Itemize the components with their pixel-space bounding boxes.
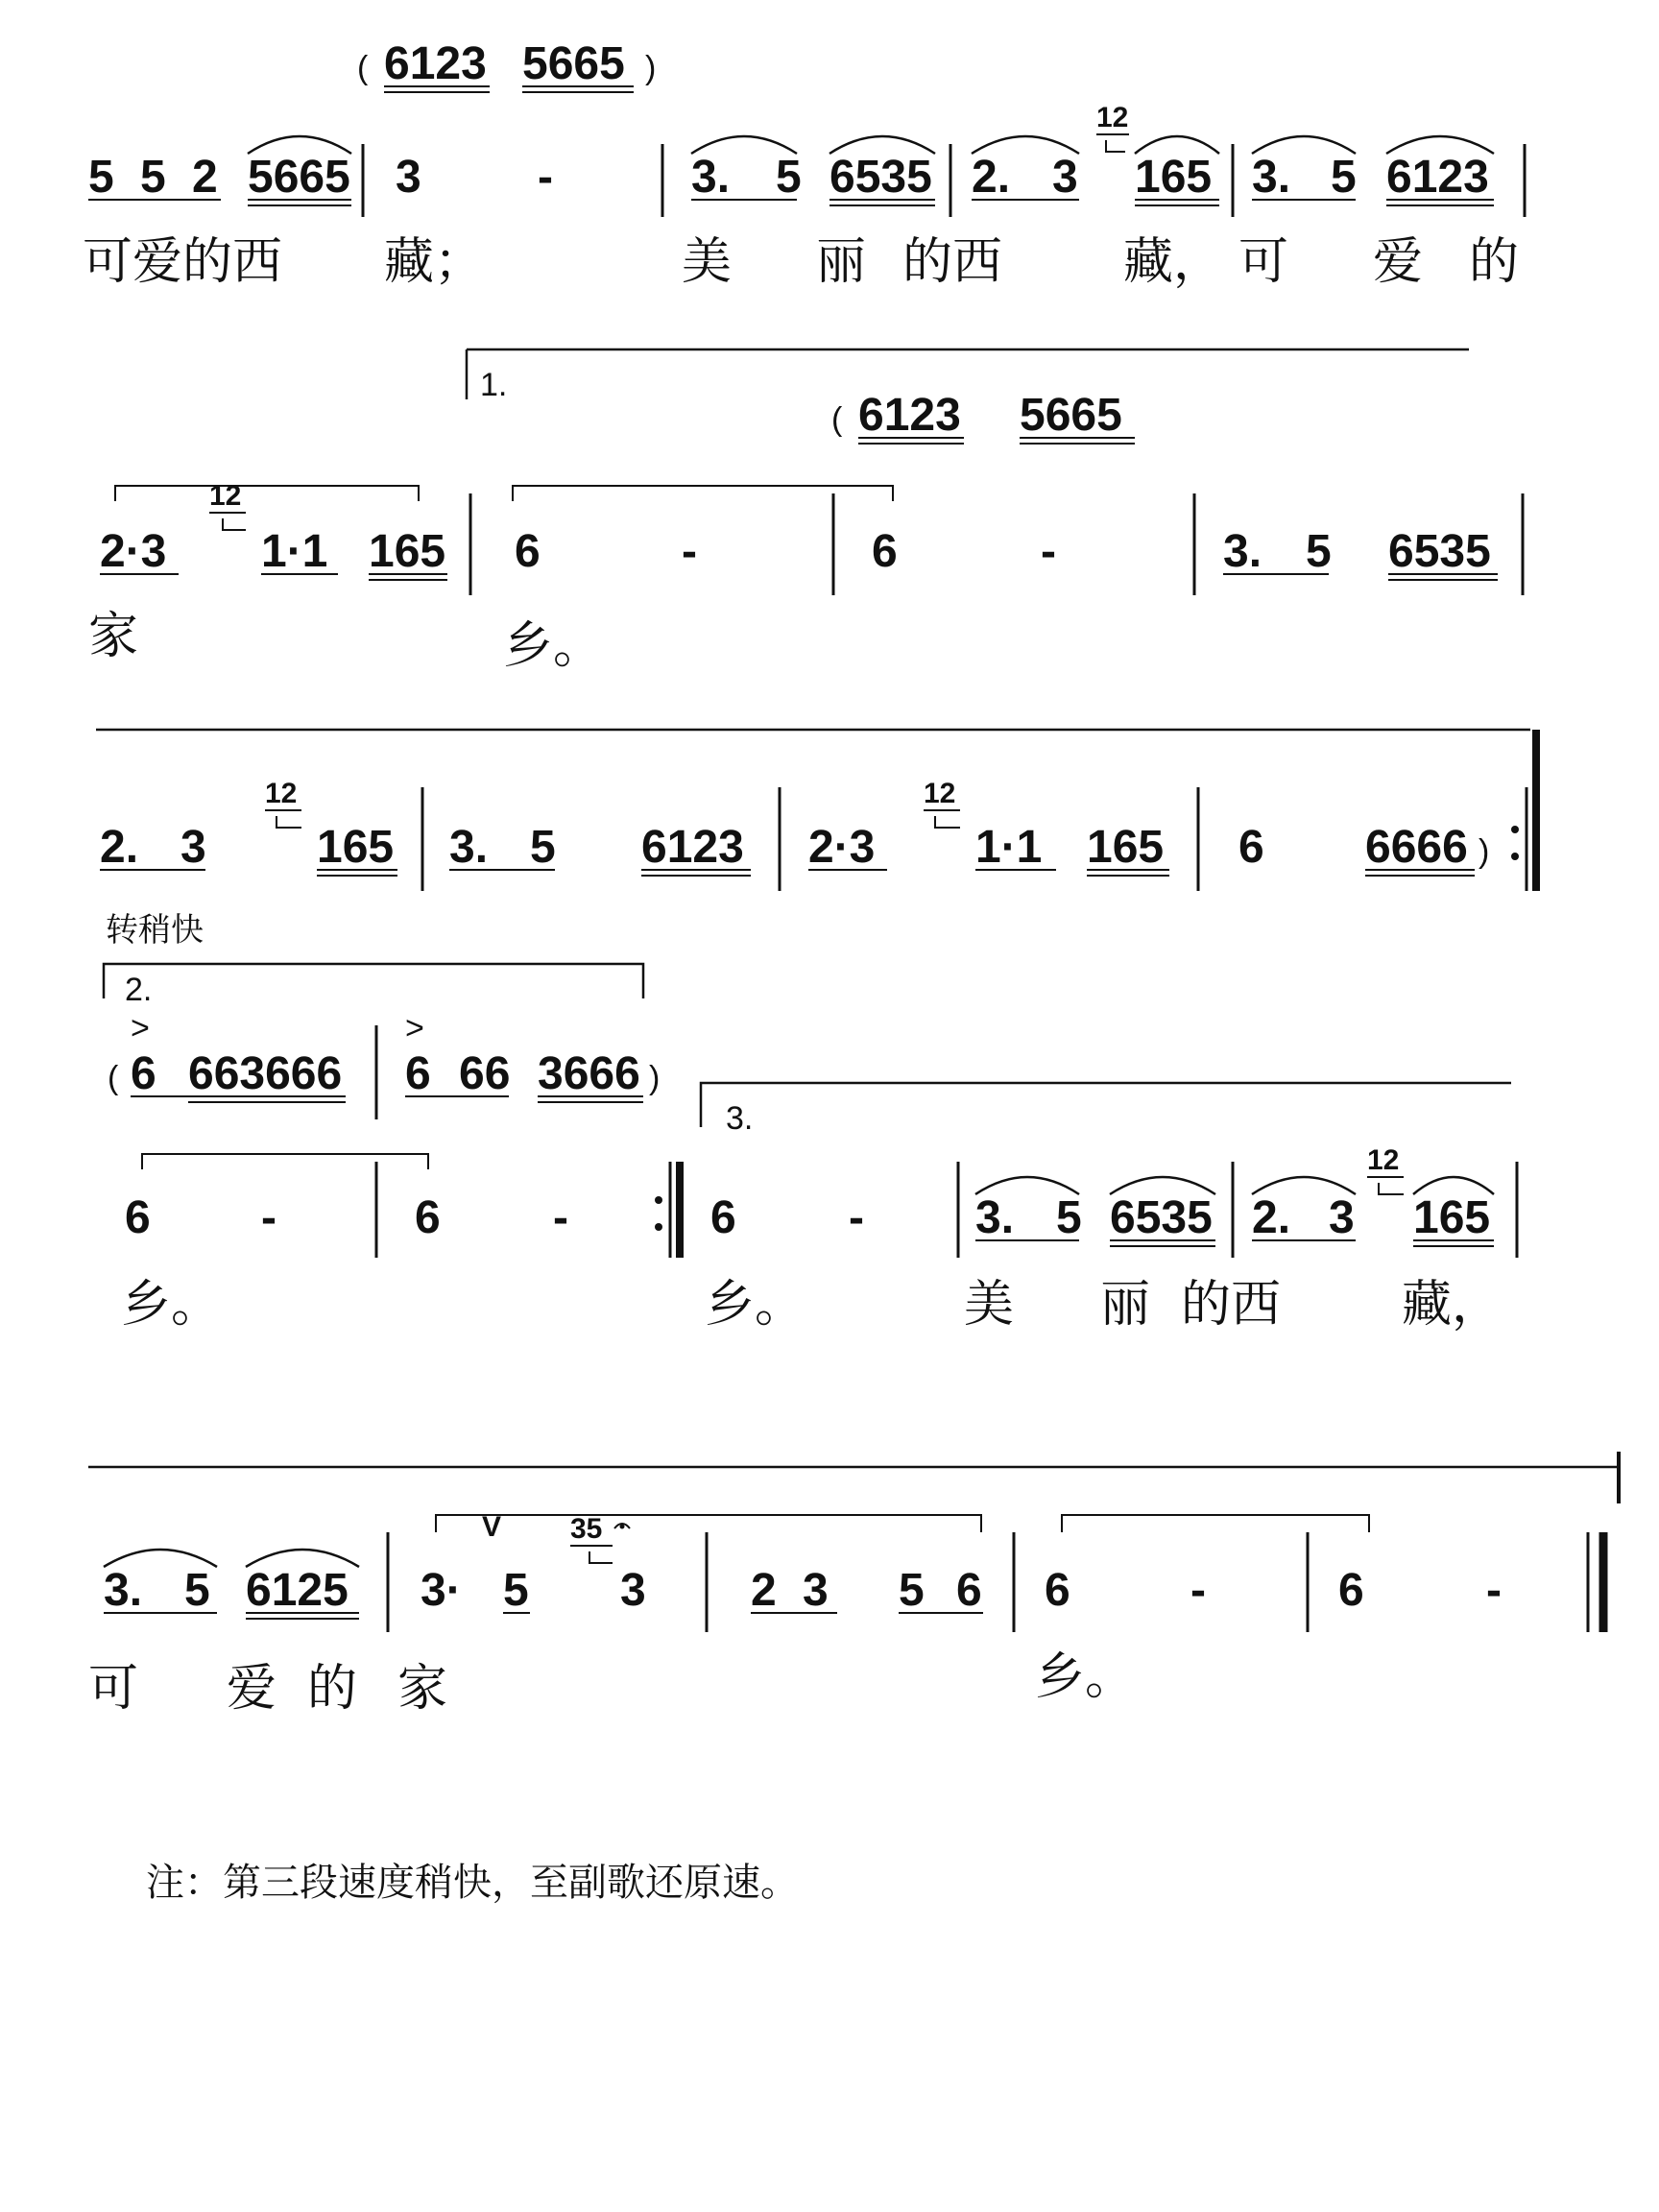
- dash: -: [682, 526, 697, 577]
- note: 165: [369, 526, 446, 577]
- note: 6535: [1388, 526, 1491, 577]
- volta-line: [104, 964, 643, 998]
- note: 165: [1413, 1192, 1491, 1243]
- repeat-dot: [655, 1223, 662, 1231]
- grace-hook: [1379, 1183, 1404, 1194]
- accent-mark: >: [131, 1010, 150, 1046]
- note: 3: [803, 1565, 829, 1616]
- dash: -: [1190, 1565, 1206, 1616]
- dash: -: [261, 1192, 276, 1243]
- note: 6: [415, 1192, 441, 1243]
- note: 3.: [449, 822, 489, 873]
- grace-note: 12: [1367, 1144, 1400, 1176]
- note: 5: [776, 152, 802, 203]
- note: 6123: [1386, 152, 1489, 203]
- note: 5: [899, 1565, 925, 1616]
- note: 5: [1306, 526, 1332, 577]
- lyric: 丽: [1100, 1276, 1151, 1334]
- lyric: 乡。: [705, 1276, 805, 1334]
- note: 3: [396, 152, 421, 203]
- lyric: 可: [1238, 233, 1289, 291]
- lyric: 爱: [227, 1660, 277, 1718]
- volta-line: [701, 1083, 1511, 1127]
- lyric: 的: [1469, 233, 1520, 291]
- note: 2: [192, 152, 218, 203]
- lyric: 美: [682, 233, 733, 291]
- note: 5: [530, 822, 556, 873]
- note: 6: [515, 526, 541, 577]
- grace-note: 12: [209, 480, 242, 512]
- repeat-dot: [1511, 853, 1519, 860]
- close-paren: ): [649, 1060, 661, 1096]
- grace-hook: [589, 1551, 613, 1563]
- fermata-dot: [620, 1525, 625, 1529]
- note: 3.: [104, 1565, 143, 1616]
- note: 2·3: [808, 822, 876, 873]
- grace-note: 12: [1096, 102, 1129, 133]
- lyric: 可: [88, 1660, 139, 1718]
- note: 6125: [246, 1565, 349, 1616]
- grace-note: 12: [924, 778, 956, 809]
- phrase-bracket: [513, 486, 893, 501]
- grace-hook: [276, 816, 301, 828]
- note: 6: [956, 1565, 982, 1616]
- repeat-dot: [655, 1196, 662, 1204]
- lyric: 的西: [1181, 1276, 1282, 1334]
- lyric: 乡。: [1035, 1648, 1136, 1706]
- dash: -: [1486, 1565, 1502, 1616]
- grace-hook: [1106, 140, 1125, 152]
- phrase-bracket: [1062, 1515, 1369, 1532]
- system-5: [88, 1452, 1619, 1718]
- volta-label: 2.: [125, 972, 153, 1008]
- note: 165: [1135, 152, 1213, 203]
- note: 6123: [641, 822, 744, 873]
- note: 3.: [691, 152, 731, 203]
- note: 3.: [1223, 526, 1262, 577]
- note: 3.: [975, 1192, 1015, 1243]
- lyric: 藏，: [1402, 1276, 1503, 1334]
- note: 5: [1056, 1192, 1082, 1243]
- breath-mark: V: [482, 1511, 502, 1543]
- lyric: 乡。: [121, 1276, 222, 1334]
- grace-note: 35: [570, 1513, 603, 1545]
- open-paren: (: [357, 50, 369, 86]
- dash: -: [538, 152, 553, 203]
- intro-note: 6123: [384, 38, 487, 89]
- footnote: 注：第三段速度稍快，至副歌还原速。: [146, 1861, 799, 1905]
- phrase-bracket: [142, 1154, 428, 1169]
- note: 6: [1045, 1565, 1070, 1616]
- note: 6: [872, 526, 898, 577]
- note: 6: [405, 1048, 431, 1099]
- lyric: 家: [397, 1660, 448, 1718]
- note: 2.: [1252, 1192, 1291, 1243]
- note: 6535: [1110, 1192, 1213, 1243]
- note: 2.: [972, 152, 1011, 203]
- note: 5: [88, 152, 114, 203]
- note: 3: [1052, 152, 1078, 203]
- note: 1·1: [975, 822, 1043, 873]
- dash: -: [553, 1192, 568, 1243]
- note: 66: [459, 1048, 511, 1099]
- dash: -: [1041, 526, 1056, 577]
- note: 3: [180, 822, 206, 873]
- lyric: 的西: [902, 233, 1003, 291]
- note: 6: [131, 1048, 156, 1099]
- lyric: 爱: [1373, 233, 1424, 291]
- tempo-marking: 转稍快: [106, 912, 204, 949]
- grace-hook: [223, 518, 246, 530]
- lyric: 丽: [816, 233, 867, 291]
- note: 6: [1338, 1565, 1364, 1616]
- note: 5: [184, 1565, 210, 1616]
- system-4: [104, 912, 1517, 1334]
- system-1: [83, 38, 1525, 291]
- note: 165: [317, 822, 395, 873]
- intro-note: 5665: [522, 38, 625, 89]
- note: 6535: [830, 152, 932, 203]
- note: 5: [140, 152, 166, 203]
- grace-note: 12: [265, 778, 298, 809]
- grace-hook: [935, 816, 960, 828]
- lyric: 美: [964, 1276, 1015, 1334]
- lyric: 藏；: [384, 233, 485, 291]
- note: 5: [503, 1565, 529, 1616]
- dash: -: [849, 1192, 864, 1243]
- volta-label: 3.: [726, 1100, 754, 1137]
- note: 2.: [100, 822, 139, 873]
- close-paren: ): [1479, 833, 1490, 870]
- lyric: 的: [307, 1660, 358, 1718]
- system-2: [88, 349, 1523, 675]
- note: 2·3: [100, 526, 167, 577]
- lyric: 乡。: [503, 617, 604, 675]
- note: 1·1: [261, 526, 328, 577]
- note: 3666: [538, 1048, 640, 1099]
- note: 5: [1331, 152, 1357, 203]
- note: 6: [125, 1192, 151, 1243]
- note: 3.: [1252, 152, 1291, 203]
- note: 2: [751, 1565, 777, 1616]
- lyric: 家: [88, 608, 139, 665]
- note: 3·: [421, 1565, 462, 1616]
- note: 663666: [188, 1048, 343, 1099]
- note: 6666: [1365, 822, 1468, 873]
- system-3: [96, 730, 1536, 891]
- accent-mark: >: [405, 1010, 424, 1046]
- repeat-dot: [1511, 826, 1519, 833]
- phrase-bracket: [115, 486, 419, 501]
- open-paren: (: [831, 401, 843, 438]
- volta-label: 1.: [480, 367, 508, 403]
- note: 3: [620, 1565, 646, 1616]
- intro-note: 6123: [858, 390, 961, 441]
- note: 3: [1329, 1192, 1355, 1243]
- lyric: 藏，: [1123, 233, 1224, 291]
- note: 6: [710, 1192, 736, 1243]
- open-paren: (: [108, 1060, 119, 1096]
- intro-note: 5665: [1020, 390, 1122, 441]
- note: 6: [1238, 822, 1264, 873]
- note: 165: [1087, 822, 1165, 873]
- phrase-bracket: [436, 1515, 981, 1532]
- note: 5665: [248, 152, 350, 203]
- lyric: 可爱的西: [83, 233, 283, 291]
- close-paren: ): [645, 50, 657, 86]
